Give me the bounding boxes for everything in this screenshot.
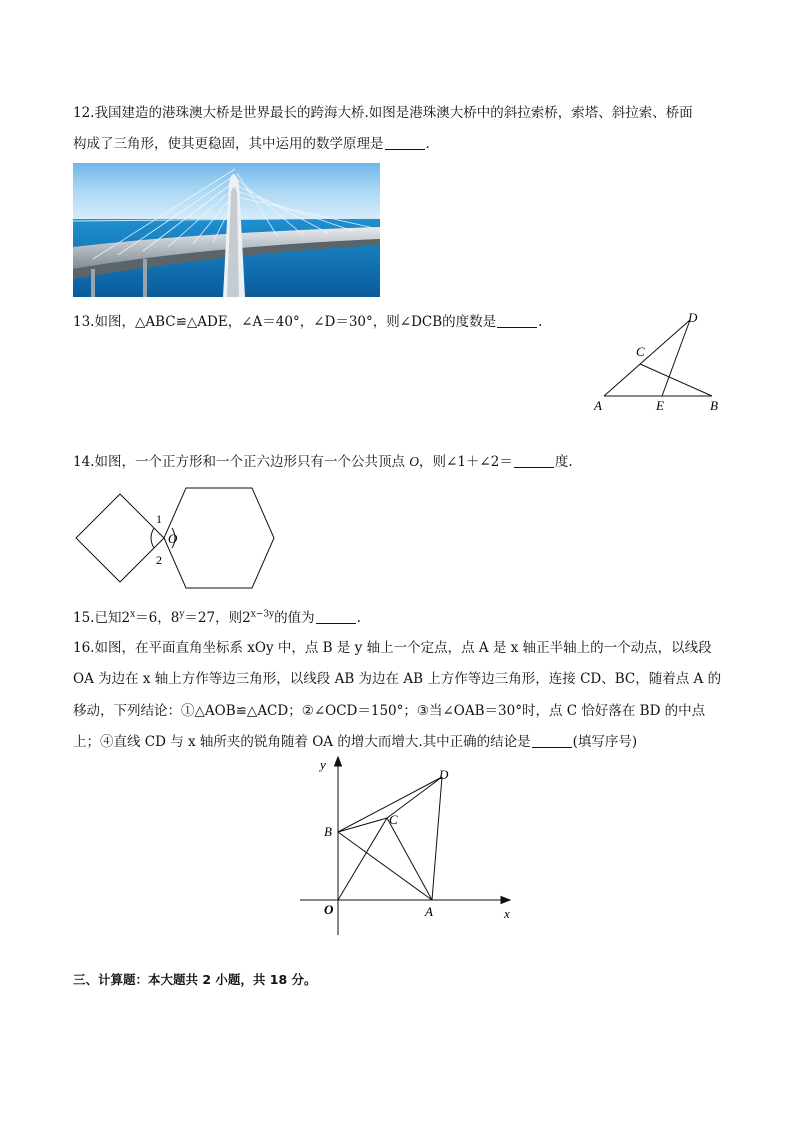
q16-line-4-hint: (填写序号) [572,734,638,750]
q13-text: 13.如图，△ABC≌△ADE，∠A＝40°，∠D＝30°，则∠DCB的度数是 [73,314,497,330]
q16-axis-y-label: y [320,757,326,772]
q15-pre: 15.已知2 [73,610,131,626]
q13-label-d: D [688,310,698,325]
q14-line [73,452,573,472]
q12-line-2 [73,134,430,154]
q16-label-o: O [324,902,334,917]
q16-line-2: OA 为边在 x 轴上方作等边三角形，以线段 AB 为边在 AB 上方作等边三角形，连接 CD、BC，随着点 A 的 [73,671,722,687]
section-3-heading: 三、计算题：本大题共 2 小题，共 18 分。 [73,972,317,987]
q15-answer-blank[interactable] [316,609,356,624]
q13-end: . [538,314,543,330]
q16-line-4-text: 上；④直线 CD 与 x 轴所夹的锐角随着 OA 的增大而增大.其中正确的结论是 [73,734,531,750]
q13-triangle-diagram [590,308,730,420]
q14-square-hexagon-diagram [72,486,282,590]
q16-answer-blank[interactable] [532,733,572,748]
q15-mid-1: ＝6，8 [135,610,180,626]
q15-exp-1: x [130,609,136,620]
q13-line [73,312,542,332]
q12-line-2-text: 构成了三角形，使其更稳固，其中运用的数学原理是 [73,136,384,152]
q16-line-3: 移动，下列结论：①△AOB≌△ACD；②∠OCD＝150°；③当∠OAB＝30°时，点 C 恰好落在 BD 的中点 [73,703,706,719]
q16-line-1: 16.如图，在平面直角坐标系 xOy 中，点 B 是 y 轴上一个定点，点 A 是 x 轴正半轴上的一个动点，以线段 [73,640,712,656]
q14-point-o: O [409,454,420,469]
q13-answer-blank[interactable] [497,313,537,328]
q16-label-d: D [439,767,449,782]
q15-line [73,608,361,628]
q14-answer-blank[interactable] [514,453,554,468]
q14-end: 度. [554,454,573,470]
q16-label-a: A [425,904,433,919]
q15-mid-2: ＝27，则2 [184,610,251,626]
q14-angle-2-label: 2 [156,553,162,567]
bridge-photo [73,163,380,297]
q15-exp-3: x−3y [250,609,275,620]
q12-answer-blank[interactable] [385,135,425,150]
q14-text-pre: 14.如图，一个正方形和一个正六边形只有一个公共顶点 [73,454,405,470]
q16-label-c: C [389,812,398,827]
q14-label-o: O [168,531,178,546]
q13-label-b: B [710,398,718,413]
q16-line-4 [73,732,637,752]
q13-label-e: E [656,398,664,413]
q15-exp-2: y [179,609,185,620]
q16-axis-x-label: x [504,906,510,921]
q15-post: 的值为 [274,610,315,626]
q13-label-a: A [594,398,602,413]
q13-label-c: C [636,344,645,359]
q14-angle-1-label: 1 [156,512,162,526]
q16-coordinate-diagram [300,755,530,940]
q15-end: . [356,610,361,626]
q16-label-b: B [324,824,332,839]
q14-text-mid: ，则∠1＋∠2＝ [419,454,513,470]
q12-end: . [425,136,430,152]
q12-line-1: 12.我国建造的港珠澳大桥是世界最长的跨海大桥.如图是港珠澳大桥中的斜拉索桥，索塔、斜拉索、桥面 [73,105,693,121]
